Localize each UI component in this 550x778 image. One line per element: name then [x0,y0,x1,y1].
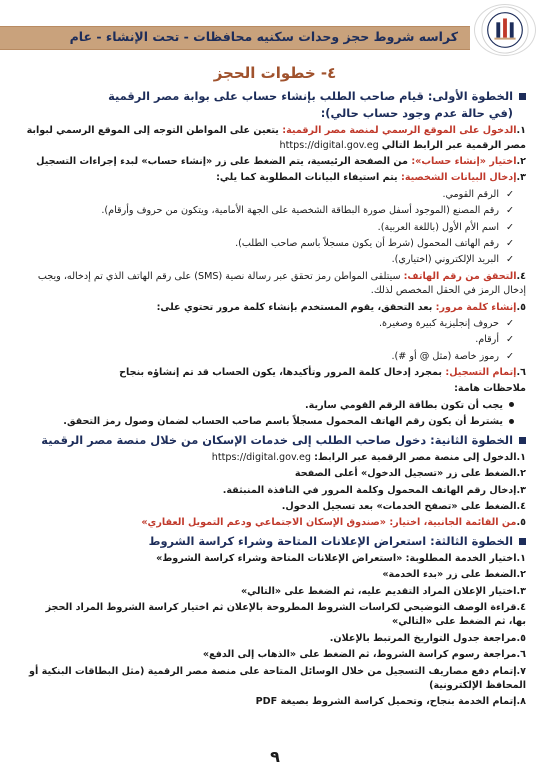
list-item: ٤.قراءة الوصف التوضيحي لكراسات الشروط المطروحة بالإعلان ثم اختيار كراسة الشروط المراد الحجز بها، ثم الضغط على «التالي» [45,601,526,628]
page-number: ٩ [270,747,280,766]
list-item: ٢.اختيار «إنشاء حساب»: من الصفحة الرئيسية، يتم الضغط على زر «إنشاء حساب» لبدء إجراءات التسجيل [36,156,526,167]
check-icon: ✓ [505,317,514,329]
digital-gov-link[interactable]: https://digital.gov.eg [211,451,311,463]
note-item: يجب أن تكون بطاقة الرقم القومي سارية. [26,399,514,413]
list-item: ٢.الضغط على زر «تسجيل الدخول» أعلى الصفحة [294,468,526,480]
list-item: ١.اختيار الخدمة المطلوبة: «استعراض الإعلانات المتاحة وشراء كراسة الشروط» [156,552,526,564]
list-item: ٣.إدخال البيانات الشخصية: يتم استيفاء البيانات المطلوبة كما يلي: [216,172,526,184]
step-1-heading: الخطوة الأولى: قيام صاحب الطلب بإنشاء حساب على بوابة مصر الرقمية [26,88,526,105]
section-title: ٤- خطوات الحجز [213,64,337,82]
check-icon: ✓ [505,254,514,266]
check-icon: ✓ [505,350,514,362]
check-icon: ✓ [505,221,514,233]
header-title: كراسه شروط حجز وحدات سكنيه محافظات - تحت الإنشاء - عام [69,29,458,44]
checklist-item: ✓رقم المصنع (الموجود أسفل صورة البطاقة الشخصية على الجهة الأمامية، ويتكون من حروف وأرقام). [26,204,514,218]
checklist-item: ✓اسم الأم الأول (باللغة العربية). [26,221,514,235]
list-item: ٥.إنشاء كلمة مرور: بعد التحقق، يقوم المستخدم بإنشاء كلمة مرور تحتوي على: [156,301,526,313]
checklist-item: ✓الرقم القومي. [26,188,514,202]
list-item: ٤.الضغط على «تصفح الخدمات» بعد تسجيل الدخول. [281,500,526,512]
check-icon: ✓ [505,334,514,346]
step-1-subheading: (في حالة عدم وجود حساب حالي): [320,106,513,121]
list-item: ٦.مراجعة رسوم كراسة الشروط، ثم الضغط على «الذهاب إلى الدفع» [202,649,526,661]
note-item: يشترط أن يكون رقم الهاتف المحمول مسجلاً باسم صاحب الحساب لضمان وصول رمز التحقق. [26,415,514,429]
list-item: ٣.اختيار الإعلان المراد التقديم عليه، ثم الضغط على «التالي» [240,585,526,597]
ministry-logo-icon [474,4,536,56]
list-item: ٨.إتمام الخدمة بنجاح، وتحميل كراسة الشروط بصيغة PDF [255,696,526,708]
square-bullet-icon [519,93,526,100]
check-icon: ✓ [505,188,514,200]
check-icon: ✓ [505,237,514,249]
list-item: ٥.مراجعة جدول التواريخ المرتبط بالإعلان. [329,632,526,644]
checklist-item: ✓البريد الإلكتروني (اختياري). [26,253,514,267]
step-2-heading: الخطوة الثانية: دخول صاحب الطلب إلى خدمات الإسكان من خلال منصة مصر الرقمية [26,432,526,449]
list-item: ٤.التحقق من رقم الهاتف: سيتلقى المواطن رمز تحقق عبر رسالة نصية (SMS) على رقم الهاتف الذي تم إدخاله، ويجب إدخال الرمز في الحقل المخصص لذلك. [37,270,526,297]
list-item: ١.الدخول إلى منصة مصر الرقمية عبر الرابط: https://digital.gov.eg [211,451,526,463]
step-3-heading: الخطوة الثالثة: استعراض الإعلانات المتاحة وشراء كراسة الشروط [26,533,526,550]
list-item: ٥.من القائمة الجانبية، اختيار: «صندوق الإسكان الاجتماعي ودعم التمويل العقاري» [141,517,526,529]
notes-heading: ملاحظات هامة: [454,383,526,395]
page-header [0,0,550,62]
square-bullet-icon [519,437,526,444]
page-content [26,86,526,710]
checklist-item: ✓حروف إنجليزية كبيرة وصغيرة. [26,317,514,331]
square-bullet-icon [519,538,526,545]
list-item: ٦.إتمام التسجيل: بمجرد إدخال كلمة المرور وتأكيدها، يكون الحساب قد تم إنشاؤه بنجاح [119,367,526,379]
list-item: ١.الدخول على الموقع الرسمي لمنصة مصر الرقمية: يتعين على المواطن التوجه إلى الموقع الرسمي لبوابة مصر الرقمية عبر الرابط التالي https://digital.gov.eg [26,125,526,151]
bullet-dot-icon [509,419,514,424]
bullet-dot-icon [509,402,514,407]
list-item: ٣.إدخال رقم الهاتف المحمول وكلمة المرور في النافذة المنبثقة. [222,484,526,496]
list-item: ٧.إتمام دفع مصاريف التسجيل من خلال الوسائل المتاحة على منصة مصر الرقمية (مثل البطاقات البنكية أو المحافظ الإلكترونية) [29,665,526,691]
checklist-item: ✓رقم الهاتف المحمول (شرط أن يكون مسجلاً باسم صاحب الطلب). [26,237,514,251]
list-item: ٢.الضغط على زر «بدء الخدمة» [382,569,526,581]
checklist-item: ✓أرقام. [26,333,514,347]
check-icon: ✓ [505,205,514,217]
checklist-item: ✓رموز خاصة (مثل @ أو #). [26,350,514,364]
digital-gov-link[interactable]: https://digital.gov.eg [279,139,379,151]
